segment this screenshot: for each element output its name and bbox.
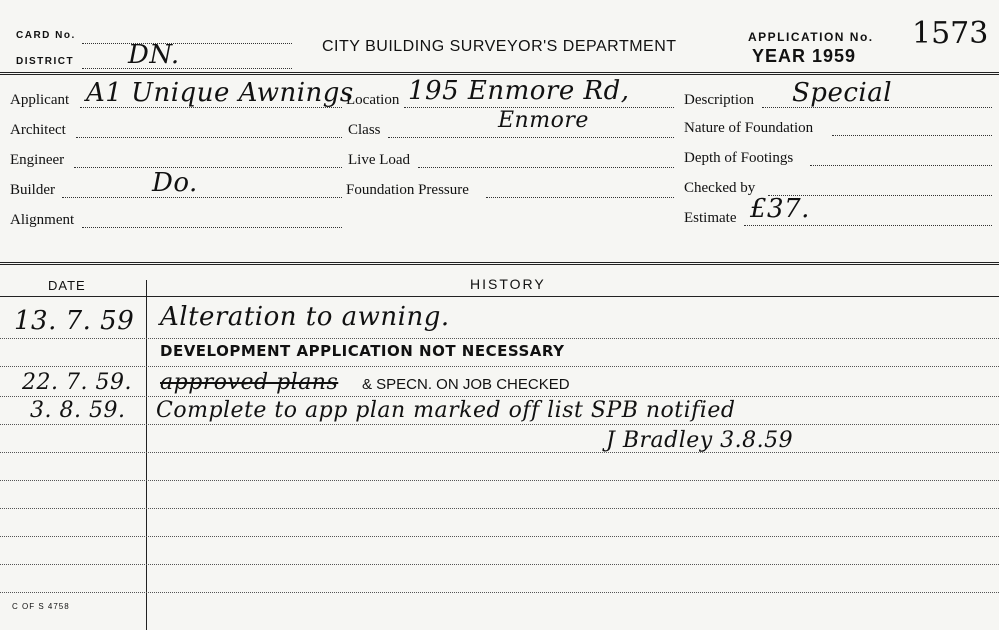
- checked-label: Checked by: [684, 180, 756, 196]
- history-header-rule: [0, 296, 999, 297]
- foundation-pressure-line: [486, 197, 674, 198]
- ruled-line: [0, 338, 999, 339]
- description-value: Special: [792, 78, 893, 108]
- location-label: Location: [346, 92, 400, 108]
- entry-1-text: Alteration to awning.: [160, 302, 450, 332]
- engineer-label: Engineer: [10, 152, 65, 168]
- location-value-2: Enmore: [498, 108, 589, 133]
- year-label: YEAR 1959: [752, 46, 857, 66]
- depth-line: [810, 165, 992, 166]
- ruled-line: [0, 536, 999, 537]
- estimate-line: [744, 225, 992, 226]
- depth-label: Depth of Footings: [684, 150, 794, 166]
- location-value-1: 195 Enmore Rd,: [408, 76, 630, 106]
- live-load-label: Live Load: [348, 152, 411, 168]
- ruled-line: [0, 396, 999, 397]
- header-rule: [0, 72, 999, 75]
- foundation-pressure-label: Foundation Pressure: [346, 182, 469, 198]
- entry-4-date: 3. 8. 59.: [30, 398, 126, 423]
- entry-3-date: 22. 7. 59.: [22, 370, 132, 395]
- ruled-line: [0, 564, 999, 565]
- history-header: HISTORY: [470, 276, 546, 292]
- date-column-divider: [146, 280, 147, 630]
- builder-value: Do.: [152, 168, 198, 198]
- live-load-line: [418, 167, 674, 168]
- district-value: DN.: [128, 40, 180, 70]
- ruled-line: [0, 592, 999, 593]
- entry-4-text: Complete to app plan marked off list SPB notified: [156, 398, 736, 423]
- entry-3-text: & SPECN. ON JOB CHECKED: [362, 376, 570, 393]
- class-line: [388, 137, 674, 138]
- alignment-line: [82, 227, 342, 228]
- date-header: DATE: [48, 278, 86, 293]
- ruled-line: [0, 452, 999, 453]
- department-title: CITY BUILDING SURVEYOR'S DEPARTMENT: [322, 38, 677, 55]
- description-label: Description: [684, 92, 754, 108]
- estimate-value: £37.: [750, 194, 810, 224]
- applicant-value: A1 Unique Awnings: [86, 78, 354, 108]
- architect-line: [76, 137, 342, 138]
- builder-label: Builder: [10, 182, 55, 198]
- ruled-line: [0, 508, 999, 509]
- card-no-label: CARD No.: [16, 30, 76, 41]
- form-code: C OF S 4758: [12, 602, 70, 611]
- district-line: [82, 68, 292, 69]
- application-label: APPLICATION No.: [748, 30, 874, 44]
- ruled-line: [0, 366, 999, 367]
- nature-label: Nature of Foundation: [684, 120, 814, 136]
- card-no-line: [82, 43, 292, 44]
- estimate-label: Estimate: [684, 210, 737, 226]
- entry-5-signature: J Bradley 3.8.59: [606, 428, 794, 453]
- district-label: DISTRICT: [16, 56, 75, 67]
- builder-line: [62, 197, 342, 198]
- entry-3-struck-text: approved plans: [160, 370, 339, 395]
- architect-label: Architect: [10, 122, 66, 138]
- applicant-label: Applicant: [10, 92, 70, 108]
- class-label: Class: [348, 122, 381, 138]
- application-number: 1573: [912, 16, 989, 51]
- entry-2-stamp: DEVELOPMENT APPLICATION NOT NECESSARY: [160, 342, 565, 360]
- entry-1-date: 13. 7. 59: [14, 306, 135, 336]
- nature-line: [832, 135, 992, 136]
- engineer-line: [74, 167, 342, 168]
- ruled-line: [0, 480, 999, 481]
- alignment-label: Alignment: [10, 212, 75, 228]
- ruled-line: [0, 424, 999, 425]
- history-top-rule: [0, 262, 999, 265]
